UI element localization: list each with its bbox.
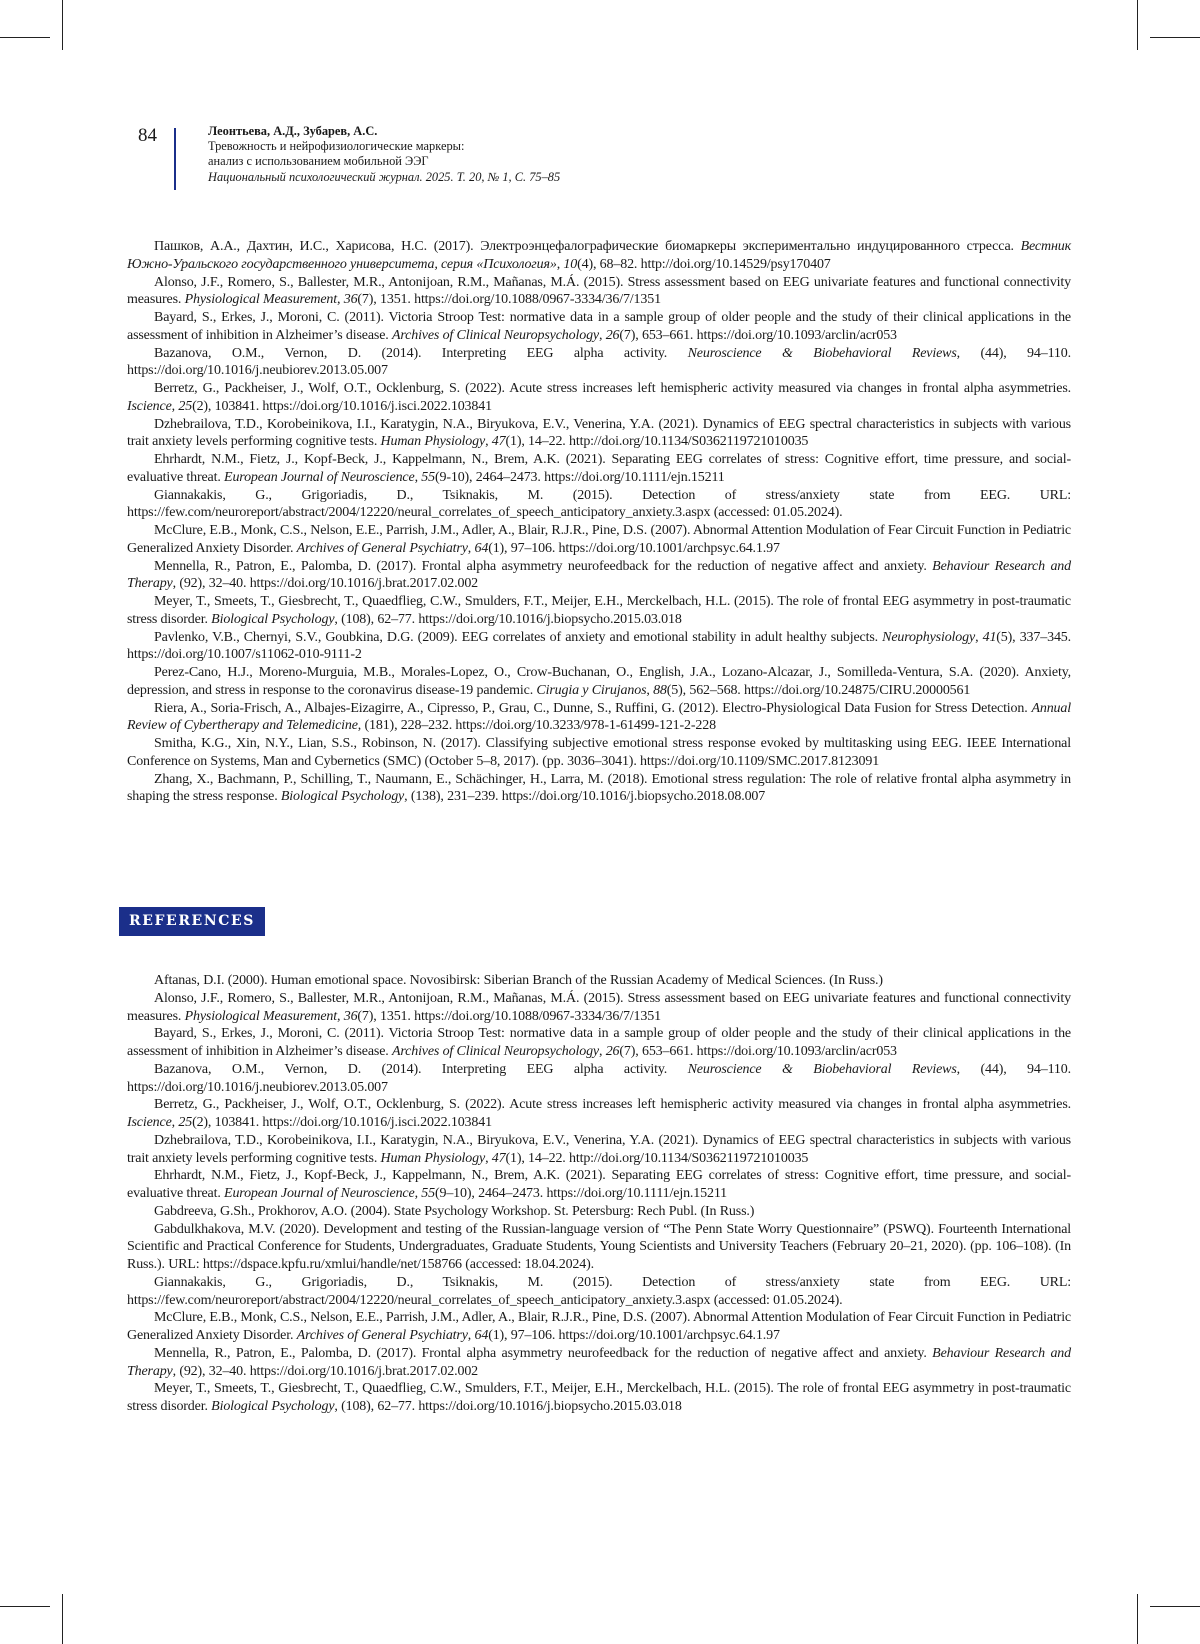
reference-source: Iscience [127,1115,172,1130]
reference-source: Neuroscience & Biobehavioral Reviews [687,345,957,361]
reference-text: , (108), 62–77. https://doi.org/10.1016/j.biopsycho.2015.03.018 [334,611,682,627]
reference-entry [127,1309,1071,1345]
reference-text: , [599,1044,606,1059]
reference-source: Вестник Южно-Уральского государственного университета, серия «Психология» [127,239,1071,272]
reference-text: , [414,1186,422,1201]
reference-text: McClure, E.B., Monk, C.S., Nelson, E.E., Parrish, J.M., Adler, A., Blair, R.J.R., Pine, D.S. (2007). Abnormal Attention Modulation of Fear Circuit Function in Pediatric Generalized Anxiety Disorder. [127,1310,1071,1343]
header-title-line: анализ с использованием мобильной ЭЭГ [208,154,429,169]
reference-entry [127,380,1071,416]
reference-source: Biological Psychology [211,1399,335,1414]
reference-list-en [127,972,1071,1416]
reference-entry [127,238,1071,274]
crop-mark [62,1594,63,1644]
reference-volume: 55 [421,469,435,485]
reference-source: Archives of General Psychiatry [296,1328,468,1343]
reference-volume: 26 [605,327,620,343]
crop-mark [1150,1606,1200,1607]
reference-text: Meyer, T., Smeets, T., Giesbrecht, T., Quaedflieg, C.W., Smulders, F.T., Meijer, E.H., Merckelbach, H.L. (2015). The role of frontal EEG asymmetry in post-traumatic stress disorder. [127,1381,1071,1414]
reference-source: Archives of Clinical Neuropsychology [391,1044,599,1059]
reference-text: (7), 653–661. https://doi.org/10.1093/arclin/acr053 [619,1044,897,1059]
reference-source: Annual Review of Cybertherapy and Telemedicine [127,700,1071,734]
reference-text: Berretz, G., Packheiser, J., Wolf, O.T., Ocklenburg, S. (2022). Acute stress increases left hemispheric activity measured via changes in frontal alpha asymmetries. [154,381,1071,396]
reference-text: Bayard, S., Erkes, J., Moroni, C. (2011). Victoria Stroop Test: normative data in a sample group of older people and the study of their clinical applications in the assessment of inhibition in Alzheimer’s disease. [127,310,1071,343]
reference-text: , [467,540,475,556]
reference-text: , (44), 94–110. https://doi.org/10.1016/j.neubiorev.2013.05.007 [127,1061,1071,1095]
reference-text: , [975,629,983,645]
reference-volume: 26 [605,1044,620,1059]
reference-entry [127,1380,1071,1416]
reference-text: Gabdreeva, G.Sh., Prokhorov, A.O. (2004). State Psychology Workshop. St. Petersburg: Rech Publ. (In Russ.) [154,1203,755,1219]
reference-text: Smitha, K.G., Xin, N.Y., Lian, S.S., Robinson, N. (2017). Classifying subjective emotional stress response evoked by multitasking using EEG. IEEE International Conference on Systems, Man and Cybernetics (SMC) (October 5–8, 2017). (pp. 3036–3041). https://doi.org/10.1109/SMC.2017.8123091 [127,736,1071,769]
reference-text: , [171,398,179,414]
reference-entry [127,771,1071,807]
reference-text: Dzhebrailova, T.D., Korobeinikova, I.I., Karatygin, N.A., Biryukova, E.V., Venerina, Y.A. (2021). Dynamics of EEG spectral characteristics in subjects with various trait anxiety levels performing cognitive tests. [127,416,1071,450]
header-text [208,124,560,185]
reference-source: Biological Psychology [280,789,405,805]
reference-text: , (92), 32–40. https://doi.org/10.1016/j.brat.2017.02.002 [172,1363,479,1379]
reference-text: Gabdulkhakova, M.V. (2020). Development and testing of the Russian-language version of “The Penn State Worry Questionnaire” (PSWQ). Fourteenth International Scientific and Practical Conference for Students, Undergraduates, Graduate Students, Young Scientists and University Teachers (February 20–21, 2020). (pp. 106–108). (In Russ.). URL: https://dspace.kpfu.ru/xmlui/handle/net/158766 (accessed: 18.04.2024). [127,1221,1071,1272]
reference-volume: 64 [474,540,489,556]
reference-entry [127,558,1071,594]
reference-volume: 41 [982,629,997,645]
reference-text: (9–10), 2464–2473. https://doi.org/10.1111/ejn.15211 [434,1186,727,1201]
reference-volume: 36 [343,1008,358,1024]
reference-text: , [171,1115,179,1130]
reference-volume: 10 [563,256,578,272]
reference-text: , (108), 62–77. https://doi.org/10.1016/j.biopsycho.2015.03.018 [334,1399,682,1414]
reference-entry [127,1132,1071,1168]
reference-text: (5), 337–345. https://doi.org/10.1007/s11062-010-9111-2 [127,629,1071,663]
reference-text: Pavlenko, V.B., Chernyi, S.V., Goubkina, D.G. (2009). EEG correlates of anxiety and emotional stability in adult healthy subjects. [154,629,883,645]
reference-text: Alonso, J.F., Romero, S., Ballester, M.R., Antonijoan, R.M., Mañanas, M.Á. (2015). Stress assessment based on EEG univariate features and functional connectivity measures. [127,990,1071,1024]
reference-text: Giannakakis, G., Grigoriadis, D., Tsiknakis, M. (2015). Detection of stress/anxiety state from EEG. URL: https://few.com/neuroreport/abstract/2004/12220/neural_correlates_of_speech_anticipatory_anxiety.3.aspx (accessed: 01.05.2024). [127,1274,1071,1308]
header-authors: Леонтьева, А.Д., Зубарев, А.С. [208,124,378,138]
crop-mark [62,0,63,50]
reference-source: Neurophysiology [882,629,976,645]
reference-text: Mennella, R., Patron, E., Palomba, D. (2017). Frontal alpha asymmetry neurofeedback for the reduction of negative affect and anxiety. [154,1345,933,1361]
reference-text: Dzhebrailova, T.D., Korobeinikova, I.I., Karatygin, N.A., Biryukova, E.V., Venerina, Y.A. (2021). Dynamics of EEG spectral characteristics in subjects with various trait anxiety levels performing cognitive tests. [127,1132,1071,1166]
reference-text: , [414,469,422,485]
reference-text: Ehrhardt, N.M., Fietz, J., Kopf-Beck, J., Kappelmann, N., Brem, A.K. (2021). Separating EEG correlates of stress: Cognitive effort, time pressure, and social-evaluative threat. [127,452,1071,485]
reference-text: Zhang, X., Bachmann, P., Schilling, T., Naumann, E., Schächinger, H., Larra, M. (2018). Emotional stress regulation: The role of relative frontal alpha asymmetry in shaping the stress response. [127,771,1071,805]
reference-list-ru [127,238,1071,806]
reference-entry [127,700,1071,736]
reference-entry [127,1096,1071,1132]
crop-mark [1137,0,1138,50]
reference-entry [127,1025,1071,1061]
reference-volume: 64 [474,1328,489,1343]
reference-source: Human Physiology [380,434,486,450]
reference-text: , [556,256,564,272]
reference-volume: 47 [491,1150,506,1166]
reference-entry [127,309,1071,345]
reference-text: Meyer, T., Smeets, T., Giesbrecht, T., Quaedflieg, C.W., Smulders, F.T., Meijer, E.H., Merckelbach, H.L. (2015). The role of frontal EEG asymmetry in post-traumatic stress disorder. [127,594,1071,627]
reference-text: Perez-Cano, H.J., Moreno-Murguia, M.B., Morales-Lopez, O., Crow-Buchanan, O., English, J.A., Lozano-Alcazar, J., Somilleda-Ventura, S.A. (2020). Anxiety, depression, and stress in response to the coronavirus disease-19 pandemic. [127,665,1071,698]
reference-text: (5), 562–568. https://doi.org/10.24875/CIRU.20000561 [666,682,971,698]
reference-entry [127,1167,1071,1203]
reference-text: , [337,292,344,308]
reference-source: Archives of General Psychiatry [296,540,468,556]
reference-text: Bazanova, O.M., Vernon, D. (2014). Interpreting EEG alpha activity. [154,345,688,361]
reference-entry [127,345,1071,381]
reference-text: , [337,1008,344,1024]
reference-source: European Journal of Neuroscience [224,469,415,485]
reference-volume: 36 [343,292,358,308]
running-header [138,124,738,190]
reference-text: , (44), 94–110. https://doi.org/10.1016/j.neubiorev.2013.05.007 [127,345,1071,379]
reference-text: Bayard, S., Erkes, J., Moroni, C. (2011). Victoria Stroop Test: normative data in a sample group of older people and the study of their clinical applications in the assessment of inhibition in Alzheimer’s disease. [127,1026,1071,1059]
reference-entry [127,487,1071,523]
reference-text: , [467,1328,475,1343]
reference-volume: 25 [178,1115,193,1130]
reference-entry [127,629,1071,665]
reference-source: Behaviour Research and Therapy [127,558,1071,592]
reference-text: Mennella, R., Patron, E., Palomba, D. (2017). Frontal alpha asymmetry neurofeedback for the reduction of negative affect and anxiety. [154,558,933,574]
reference-source: Cirugia y Cirujanos [536,682,647,698]
reference-text: Alonso, J.F., Romero, S., Ballester, M.R., Antonijoan, R.M., Mañanas, M.Á. (2015). Stress assessment based on EEG univariate features and functional connectivity measures. [127,274,1071,308]
reference-entry [127,735,1071,771]
reference-text: (1), 14–22. http://doi.org/10.1134/S0362119721010035 [505,1150,809,1166]
reference-volume: 25 [178,398,193,414]
reference-entry [127,1345,1071,1381]
reference-entry [127,1221,1071,1274]
reference-text: , [646,682,654,698]
reference-text: McClure, E.B., Monk, C.S., Nelson, E.E., Parrish, J.M., Adler, A., Blair, R.J.R., Pine, D.S. (2007). Abnormal Attention Modulation of Fear Circuit Function in Pediatric Generalized Anxiety Disorder. [127,523,1071,556]
reference-entry [127,1061,1071,1097]
reference-volume: 55 [421,1186,435,1201]
reference-text: , [485,434,492,450]
reference-entry [127,451,1071,487]
reference-entry [127,522,1071,558]
reference-volume: 88 [653,682,667,698]
page-number: 84 [138,125,157,146]
reference-source: Archives of Clinical Neuropsychology [391,327,599,343]
crop-mark [1137,1594,1138,1644]
reference-text: Aftanas, D.I. (2000). Human emotional space. Novosibirsk: Siberian Branch of the Russian Academy of Medical Sciences. (In Russ.) [154,973,883,988]
crop-mark [1150,37,1200,38]
reference-text: , (92), 32–40. https://doi.org/10.1016/j.brat.2017.02.002 [172,576,479,592]
reference-entry [127,990,1071,1026]
reference-source: Physiological Measurement [184,1008,338,1024]
reference-text: (2), 103841. https://doi.org/10.1016/j.isci.2022.103841 [192,398,492,414]
reference-text: , [485,1150,492,1166]
reference-text: (7), 1351. https://doi.org/10.1088/0967-3334/36/7/1351 [357,292,661,308]
crop-mark [0,1606,50,1607]
reference-text: Riera, A., Soria-Frisch, A., Albajes-Eizagirre, A., Cipresso, P., Grau, C., Dunne, S., Ruffini, G. (2012). Electro-Physiological Data Fusion for Stress Detection. [154,700,1032,716]
reference-source: Biological Psychology [211,611,335,627]
reference-source: European Journal of Neuroscience [224,1186,415,1201]
reference-entry [127,274,1071,310]
reference-text: (9-10), 2464–2473. https://doi.org/10.1111/ejn.15211 [434,469,725,485]
reference-entry [127,593,1071,629]
reference-volume: 47 [491,434,506,450]
reference-text: , (138), 231–239. https://doi.org/10.1016/j.biopsycho.2018.08.007 [404,789,766,805]
reference-text: , [599,327,606,343]
header-journal: Национальный психологический журнал. 2025. Т. 20, № 1, С. 75–85 [208,169,561,184]
header-divider [174,128,176,190]
reference-text: (1), 14–22. http://doi.org/10.1134/S0362119721010035 [505,434,809,450]
reference-text: (4), 68–82. http://doi.org/10.14529/psy170407 [577,256,831,272]
crop-mark [0,37,50,38]
reference-source: Human Physiology [380,1150,486,1166]
reference-text: Пашков, А.А., Дахтин, И.С., Харисова, Н.С. (2017). Электроэнцефалографические биомаркеры экспериментально индуцированного стресса. [154,239,1021,254]
reference-text: (2), 103841. https://doi.org/10.1016/j.isci.2022.103841 [192,1115,492,1130]
reference-source: Iscience [127,398,172,414]
reference-text: , (181), 228–232. https://doi.org/10.3233/978-1-61499-121-2-228 [357,718,716,734]
reference-text: (7), 653–661. https://doi.org/10.1093/arclin/acr053 [619,327,897,343]
reference-entry [127,1203,1071,1221]
reference-text: (1), 97–106. https://doi.org/10.1001/archpsyc.64.1.97 [488,1328,780,1343]
reference-source: Neuroscience & Biobehavioral Reviews [687,1061,957,1077]
reference-text: Ehrhardt, N.M., Fietz, J., Kopf-Beck, J., Kappelmann, N., Brem, A.K. (2021). Separating EEG correlates of stress: Cognitive effort, time pressure, and social-evaluative threat. [127,1168,1071,1201]
reference-entry [127,416,1071,452]
reference-entry [127,1274,1071,1310]
reference-text: (7), 1351. https://doi.org/10.1088/0967-3334/36/7/1351 [357,1008,661,1024]
reference-text: Bazanova, O.M., Vernon, D. (2014). Interpreting EEG alpha activity. [154,1061,688,1077]
header-title-line: Тревожность и нейрофизиологические маркеры: [208,139,465,154]
reference-text: (1), 97–106. https://doi.org/10.1001/archpsyc.64.1.97 [488,540,780,556]
reference-entry [127,972,1071,990]
reference-text: Giannakakis, G., Grigoriadis, D., Tsiknakis, M. (2015). Detection of stress/anxiety state from EEG. URL: https://few.com/neuroreport/abstract/2004/12220/neural_correlates_of_speech_anticipatory_anxiety.3.aspx (accessed: 01.05.2024). [127,487,1071,521]
reference-source: Behaviour Research and Therapy [127,1345,1071,1379]
reference-text: Berretz, G., Packheiser, J., Wolf, O.T., Ocklenburg, S. (2022). Acute stress increases left hemispheric activity measured via changes in frontal alpha asymmetries. [154,1097,1071,1113]
reference-source: Physiological Measurement [184,292,338,308]
reference-entry [127,664,1071,700]
references-heading: REFERENCES [119,907,265,936]
